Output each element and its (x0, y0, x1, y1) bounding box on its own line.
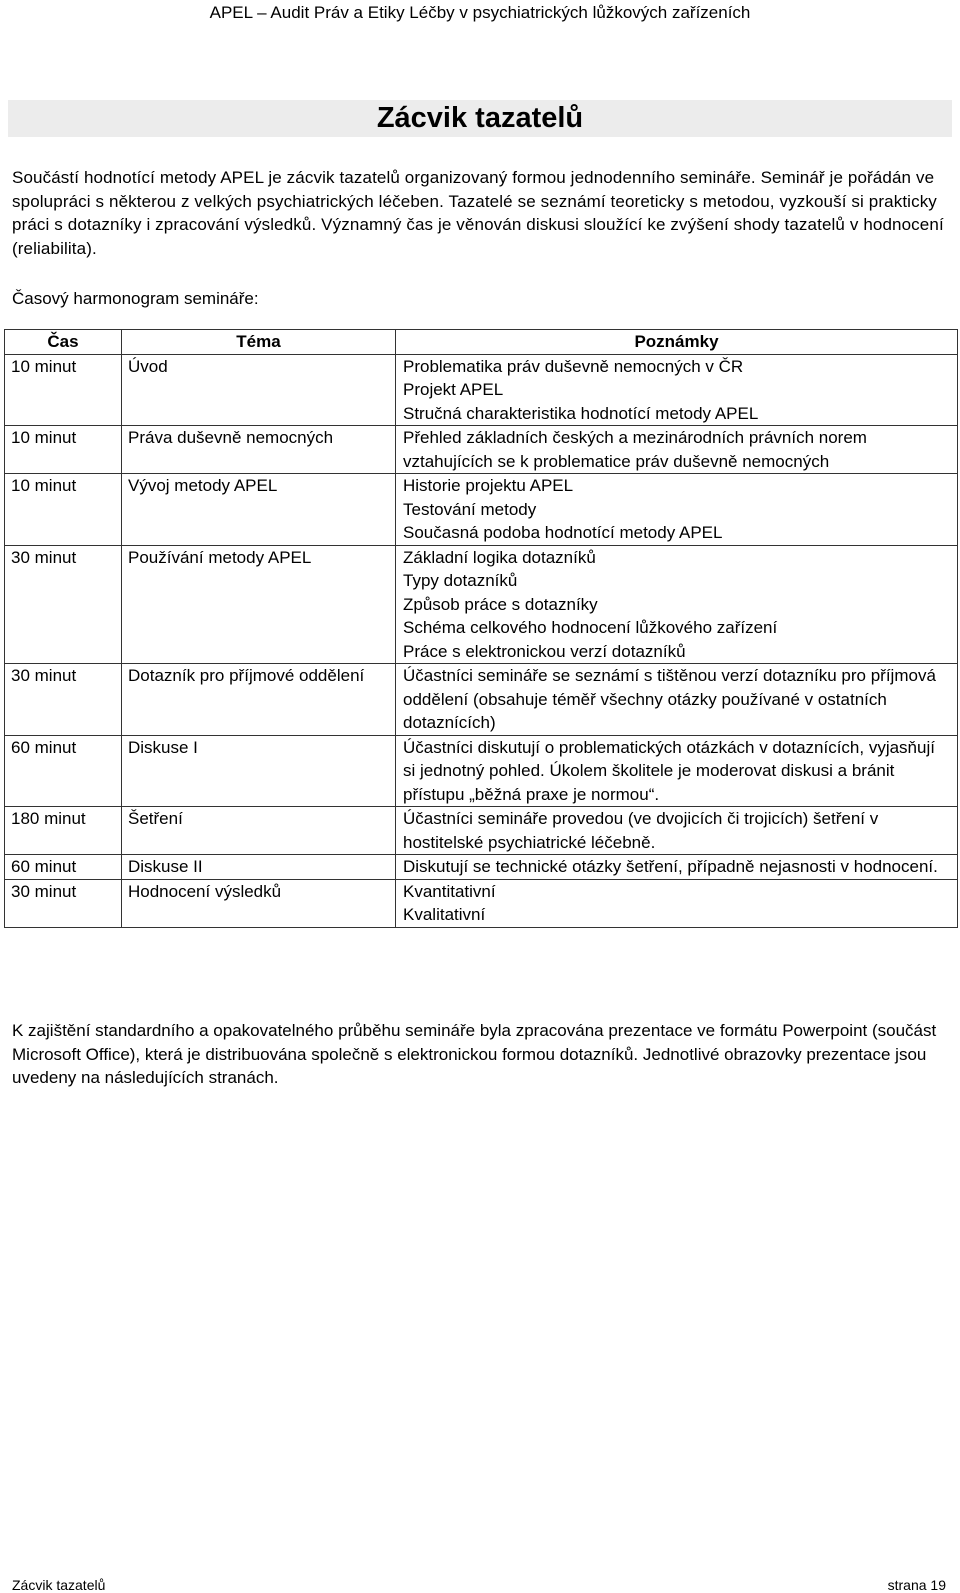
cell-time: 180 minut (5, 807, 122, 855)
running-header: APEL – Audit Práv a Etiky Léčby v psychiatrických lůžkových zařízeních (209, 3, 751, 22)
cell-topic: Diskuse II (122, 855, 396, 880)
cell-notes (396, 545, 958, 664)
note-line: Účastníci semináře provedou (ve dvojicích či trojicích) šetření v hostitelské psychiatrické léčebně. (403, 809, 879, 852)
cell-notes (396, 664, 958, 736)
note-line: Projekt APEL (403, 380, 504, 399)
cell-time: 60 minut (5, 735, 122, 807)
cell-topic: Diskuse I (122, 735, 396, 807)
cell-topic: Hodnocení výsledků (122, 879, 396, 927)
note-line: Přehled základních českých a mezinárodních právních norem vztahujících se k problematice práv duševně nemocných (403, 428, 867, 471)
table-row (5, 735, 958, 807)
page-title: Zácvik tazatelů (376, 102, 584, 134)
note-line: Způsob práce s dotazníky (403, 594, 598, 614)
cell-time: 10 minut (5, 354, 122, 426)
note-line: Diskutují se technické otázky šetření, případně nejasnosti v hodnocení. (403, 857, 938, 876)
cell-time: 30 minut (5, 545, 122, 664)
cell-notes (396, 879, 958, 927)
cell-time: 10 minut (5, 426, 122, 474)
cell-time: 30 minut (5, 879, 122, 927)
cell-topic: Práva duševně nemocných (122, 426, 396, 474)
cell-topic: Používání metody APEL (122, 545, 396, 664)
header-notes: Poznámky (396, 330, 958, 355)
intro-paragraph: Součástí hodnotící metody APEL je zácvik tazatelů organizovaný formou jednodenního semináře. Seminář je pořádán ve spolupráci s některou z velkých psychiatrických léčeben. Tazatelé se seznámí teoreticky s metodou, vyzkouší si prakticky práci s dotazníky i zpracování výsledků. Významný čas je věnován diskusi sloužící ke zvýšení shody tazatelů v hodnocení (reliabilita). (12, 168, 944, 259)
cell-time: 10 minut (5, 474, 122, 546)
cell-notes (396, 354, 958, 426)
note-line: Účastníci semináře se seznámí s tištěnou verzí dotazníku pro příjmová oddělení (obsahuje téměř všechny otázky používané v ostatních dotaznících) (403, 666, 936, 732)
cell-time: 60 minut (5, 855, 122, 880)
note-line: Schéma celkového hodnocení lůžkového zařízení (403, 618, 778, 637)
note-line: Práce s elektronickou verzí dotazníků (403, 641, 686, 661)
table-row (5, 426, 958, 474)
table-row (5, 664, 958, 736)
cell-notes (396, 474, 958, 546)
note-line: Problematika práv duševně nemocných v ČR (403, 356, 744, 376)
table-row (5, 855, 958, 880)
cell-notes (396, 807, 958, 855)
note-line: Základní logika dotazníků (403, 547, 596, 567)
note-line: Typy dotazníků (403, 571, 518, 590)
note-line: Stručná charakteristika hodnotící metody APEL (403, 403, 759, 423)
header-time: Čas (5, 330, 122, 355)
cell-topic: Úvod (122, 354, 396, 426)
note-line: Současná podoba hodnotící metody APEL (403, 523, 723, 542)
cell-notes (396, 735, 958, 807)
closing-paragraph: K zajištění standardního a opakovatelného průběhu semináře byla zpracována prezentace ve formátu Powerpoint (součást Microsoft Office), která je distribuována společně s elektronickou formou dotazníků. Jednotlivé obrazovky prezentace jsou uvedeny na následujících stranách. (12, 1021, 937, 1088)
footer-page-number: strana 19 (887, 1577, 946, 1593)
note-line: Kvantitativní (403, 881, 496, 901)
cell-topic: Vývoj metody APEL (122, 474, 396, 546)
table-row (5, 354, 958, 426)
note-line: Kvalitativní (403, 905, 486, 924)
table-row (5, 879, 958, 927)
cell-time: 30 minut (5, 664, 122, 736)
table-row (5, 545, 958, 664)
cell-topic: Dotazník pro příjmové oddělení (122, 664, 396, 736)
note-line: Účastníci diskutují o problematických otázkách v dotaznících, vyjasňují si jednotný pohled. Úkolem školitele je moderovat diskusi a bránit přístupu „běžná praxe je normou“. (403, 737, 935, 804)
schedule-label: Časový harmonogram semináře: (12, 289, 259, 308)
header-topic: Téma (122, 330, 396, 355)
note-line: Historie projektu APEL (403, 476, 574, 495)
footer-section: Zácvik tazatelů (12, 1577, 106, 1593)
note-line: Testování metody (403, 499, 537, 519)
cell-topic: Šetření (122, 807, 396, 855)
table-row (5, 474, 958, 546)
cell-notes (396, 426, 958, 474)
cell-notes (396, 855, 958, 880)
table-header-row (5, 330, 958, 355)
table-row (5, 807, 958, 855)
schedule-table (4, 329, 958, 928)
